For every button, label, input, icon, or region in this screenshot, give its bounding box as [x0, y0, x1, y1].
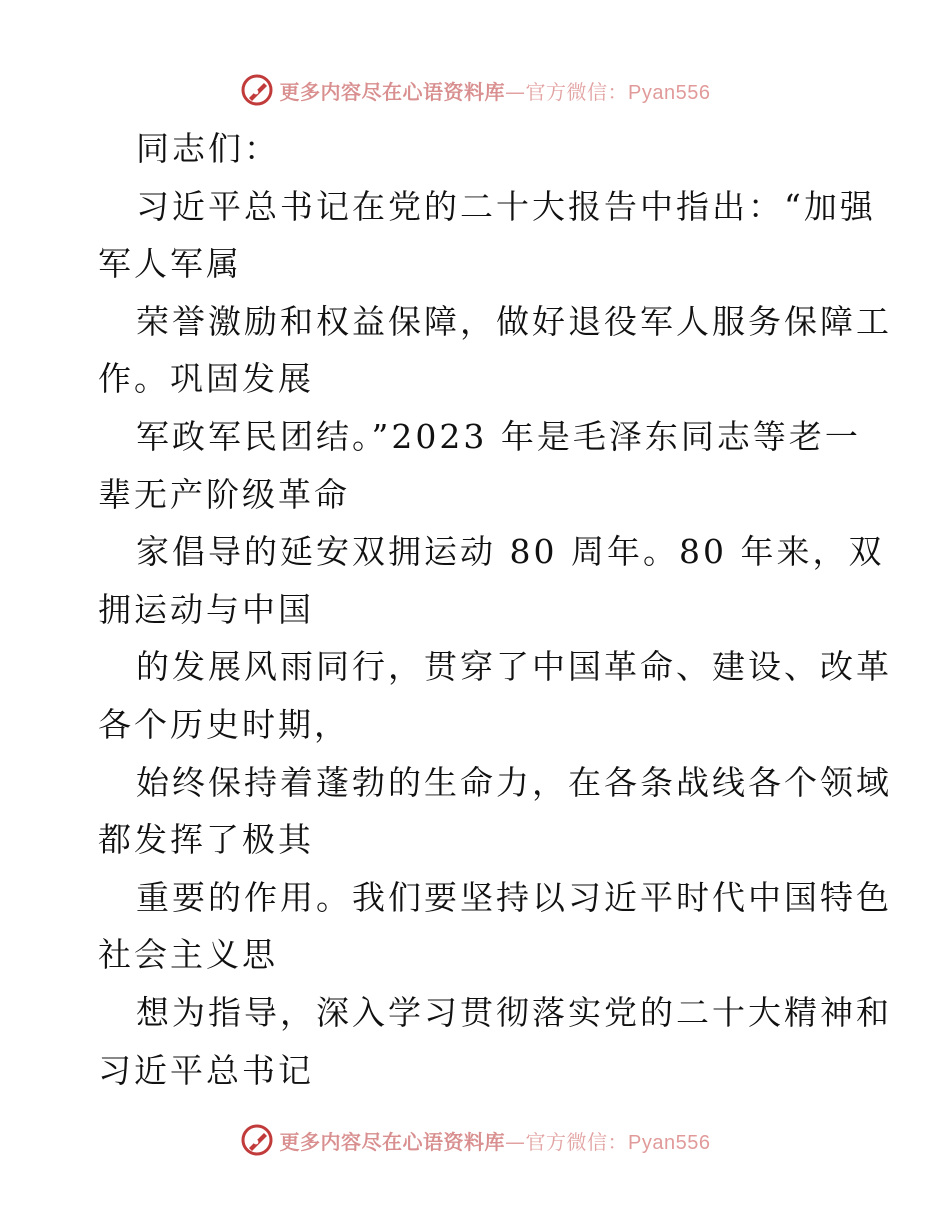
watermark-dash: — — [505, 79, 526, 104]
watermark-brand: 更多内容尽在心语资料库 — [279, 79, 506, 104]
document-body — [98, 120, 892, 1099]
text-line: 始终保持着蓬勃的生命力，在各条战线各个领域 — [136, 762, 892, 802]
pen-logo-icon — [240, 73, 274, 107]
watermark-text — [280, 76, 711, 105]
text-line: 拥运动与中国 — [98, 589, 314, 629]
text-line: 想为指导，深入学习贯彻落实党的二十大精神和 — [136, 992, 892, 1032]
watermark-contact-id: Pyan556 — [628, 81, 711, 104]
text-line: 习近平总书记在党的二十大报告中指出：“加强 — [136, 186, 876, 226]
text-line: 家倡导的延安双拥运动 80 周年。80 年来，双 — [136, 532, 885, 572]
watermark-contact: 官方微信： — [525, 79, 629, 104]
header-watermark — [0, 70, 950, 110]
text-line: 都发挥了极其 — [98, 820, 314, 860]
text-line: 重要的作用。我们要坚持以习近平时代中国特色 — [136, 877, 892, 917]
watermark-text — [280, 1126, 711, 1155]
text-line: 军人军属 — [98, 244, 242, 284]
text-line: 各个历史时期， — [98, 704, 350, 744]
text-line: 的发展风雨同行，贯穿了中国革命、建设、改革 — [136, 647, 892, 687]
watermark-brand: 更多内容尽在心语资料库 — [279, 1129, 506, 1154]
text-line: 同志们： — [136, 129, 280, 168]
footer-watermark — [0, 1120, 950, 1160]
text-line: 作。巩固发展 — [98, 359, 314, 399]
watermark-dash: — — [505, 1129, 526, 1154]
watermark-contact: 官方微信： — [525, 1129, 629, 1154]
pen-logo-icon — [240, 1123, 274, 1157]
text-line: 习近平总书记 — [98, 1050, 314, 1090]
text-line: 辈无产阶级革命 — [98, 474, 350, 514]
text-line: 社会主义思 — [98, 935, 278, 975]
watermark-contact-id: Pyan556 — [628, 1131, 711, 1154]
text-line: 荣誉激励和权益保障，做好退役军人服务保障工 — [136, 301, 892, 341]
text-line: 军政军民团结。”2023 年是毛泽东同志等老一 — [136, 416, 861, 456]
